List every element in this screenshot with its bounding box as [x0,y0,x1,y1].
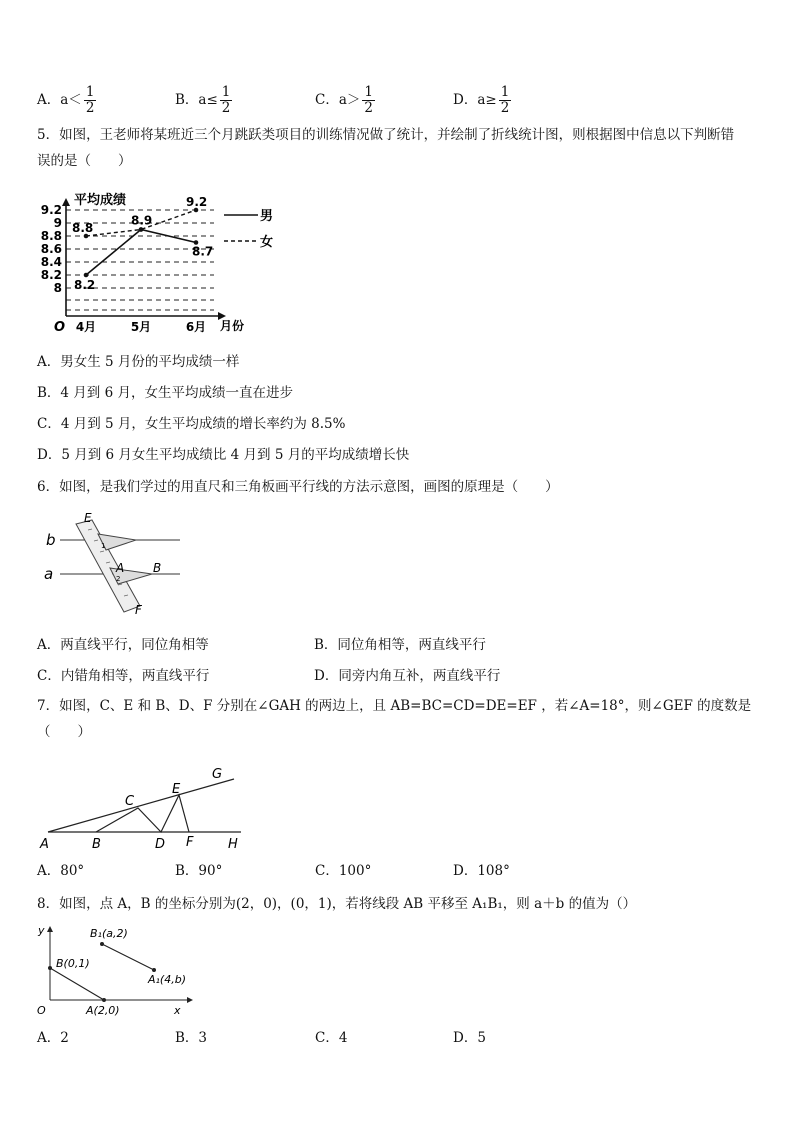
ray-AG [48,779,234,832]
label-O: O [37,1004,46,1017]
chart-title: 平均成绩 [74,193,127,208]
q4-option-c: C．a＞ $\frac{1}{2}$ [315,84,373,116]
legend-female-label: 女 [260,235,274,250]
q8-option-c: C．4 [315,1030,348,1046]
q4-option-b: B．a≤ $\frac{1}{2}$ [175,84,231,116]
y-tick-label: 9 [53,216,62,230]
data-label: 8.8 [72,221,94,235]
segments-BCDEF [96,795,189,832]
segment-AB [50,968,104,1000]
y-tick-label: 8.8 [40,229,62,243]
y-tick-label: 8 [53,281,62,295]
point-A [102,998,106,1002]
q6-stem: 6．如图，是我们学过的用直尺和三角板画平行线的方法示意图，画图的原理是（ ） [37,479,559,495]
y-axis-arrow [62,198,70,206]
data-point-female [139,227,144,232]
label-A: A(2,0) [86,1004,120,1017]
q8-figure [32,922,202,1018]
q8-option-a: A．2 [37,1030,69,1046]
q8-stem: 8．如图，点 A，B 的坐标分别为(2，0)，(0，1)，若将线段 AB 平移至 A₁B₁，则 a＋b 的值为（） [37,896,637,912]
q5-option-d: D．5 月到 6 月女生平均成绩比 4 月到 5 月的平均成绩增长快 [37,447,410,463]
y-tick-label: 8.4 [40,255,62,269]
segment-A1B1 [102,944,154,970]
y-axis-arrow [47,926,53,932]
q7-option-a: A．80° [37,863,85,879]
label-angle-2: 2 [116,575,121,583]
q4-option-d: D．a≥ $\frac{1}{2}$ [453,84,510,116]
label-a: a [44,565,54,583]
q7-figure [36,762,256,852]
label-angle-1: 1 [101,542,106,550]
data-label: 8.2 [74,278,96,292]
chart-origin: O [54,320,66,335]
point-A1 [152,968,156,972]
label-G: G [212,767,223,782]
label-b: b [46,531,56,549]
y-tick-label: 8.6 [40,242,62,256]
q6-figure [40,510,190,622]
label-F: F [135,603,142,617]
q7-option-b: B．90° [175,863,223,879]
label-B: B [92,837,101,852]
legend-male-label: 男 [260,209,274,224]
data-point-male [84,273,89,278]
label-H: H [228,837,238,852]
label-E: E [84,511,92,525]
q5-option-b: B．4 月到 6 月，女生平均成绩一直在进步 [37,385,293,401]
chart-y-ticks [41,203,62,295]
point-B [48,966,52,970]
ruler [76,520,140,612]
label-B: B [153,561,162,575]
label-A: A [40,837,49,852]
q5-option-a: A．男女生 5 月份的平均成绩一样 [37,354,240,370]
data-label: 9.2 [186,195,208,209]
q5-options [37,349,762,473]
label-F: F [186,835,194,850]
q6-option-a: A．两直线平行，同位角相等 [37,637,209,653]
label-D: D [155,837,166,852]
chart-x-ticks [76,320,206,334]
q6-option-b: B．同位角相等，两直线平行 [314,637,486,653]
chart-legend [224,209,273,250]
q8-option-b: B．3 [175,1030,208,1046]
label-A1: A₁(4,b) [148,973,186,986]
q5-line-chart [36,188,306,338]
q5-stem: 5．如图，王老师将某班近三个月跳跃类项目的训练情况做了统计，并绘制了折线统计图，则根据图中信息以下判断错 误的是（ ） [37,127,735,169]
q6-option-d: D．同旁内角互补，两直线平行 [314,668,501,684]
label-E: E [172,782,181,797]
y-tick-label: 9.2 [40,203,62,217]
y-tick-label: 8.2 [40,268,62,282]
label-x: x [174,1004,181,1017]
label-B: B(0,1) [56,957,90,970]
x-tick-label: 6月 [185,320,207,334]
q8-option-d: D．5 [453,1030,486,1046]
point-B1 [100,942,104,946]
label-y: y [38,924,45,937]
q7-option-d: D．108° [453,863,510,879]
q4-option-a: A．a＜ $\frac{1}{2}$ [37,84,95,116]
x-tick-label: 5月 [130,320,152,334]
q5-option-c: C．4 月到 5 月，女生平均成绩的增长率约为 8.5% [37,416,346,432]
data-label: 8.7 [192,244,214,259]
label-B1: B₁(a,2) [90,927,128,940]
x-axis-arrow [187,997,193,1003]
q7-option-c: C．100° [315,863,372,879]
label-C: C [125,794,135,809]
chart-x-label: 月份 [220,319,245,333]
data-label: 8.9 [131,213,153,228]
q7-stem: 7．如图，C、E 和 B、D、F 分别在∠GAH 的两边上，且 AB=BC=CD=DE=EF ，若∠A=18°，则∠GEF 的度数是 （ ） [37,698,752,740]
x-tick-label: 4月 [75,320,97,334]
q6-option-c: C．内错角相等，两直线平行 [37,668,210,684]
label-A: A [116,561,125,575]
